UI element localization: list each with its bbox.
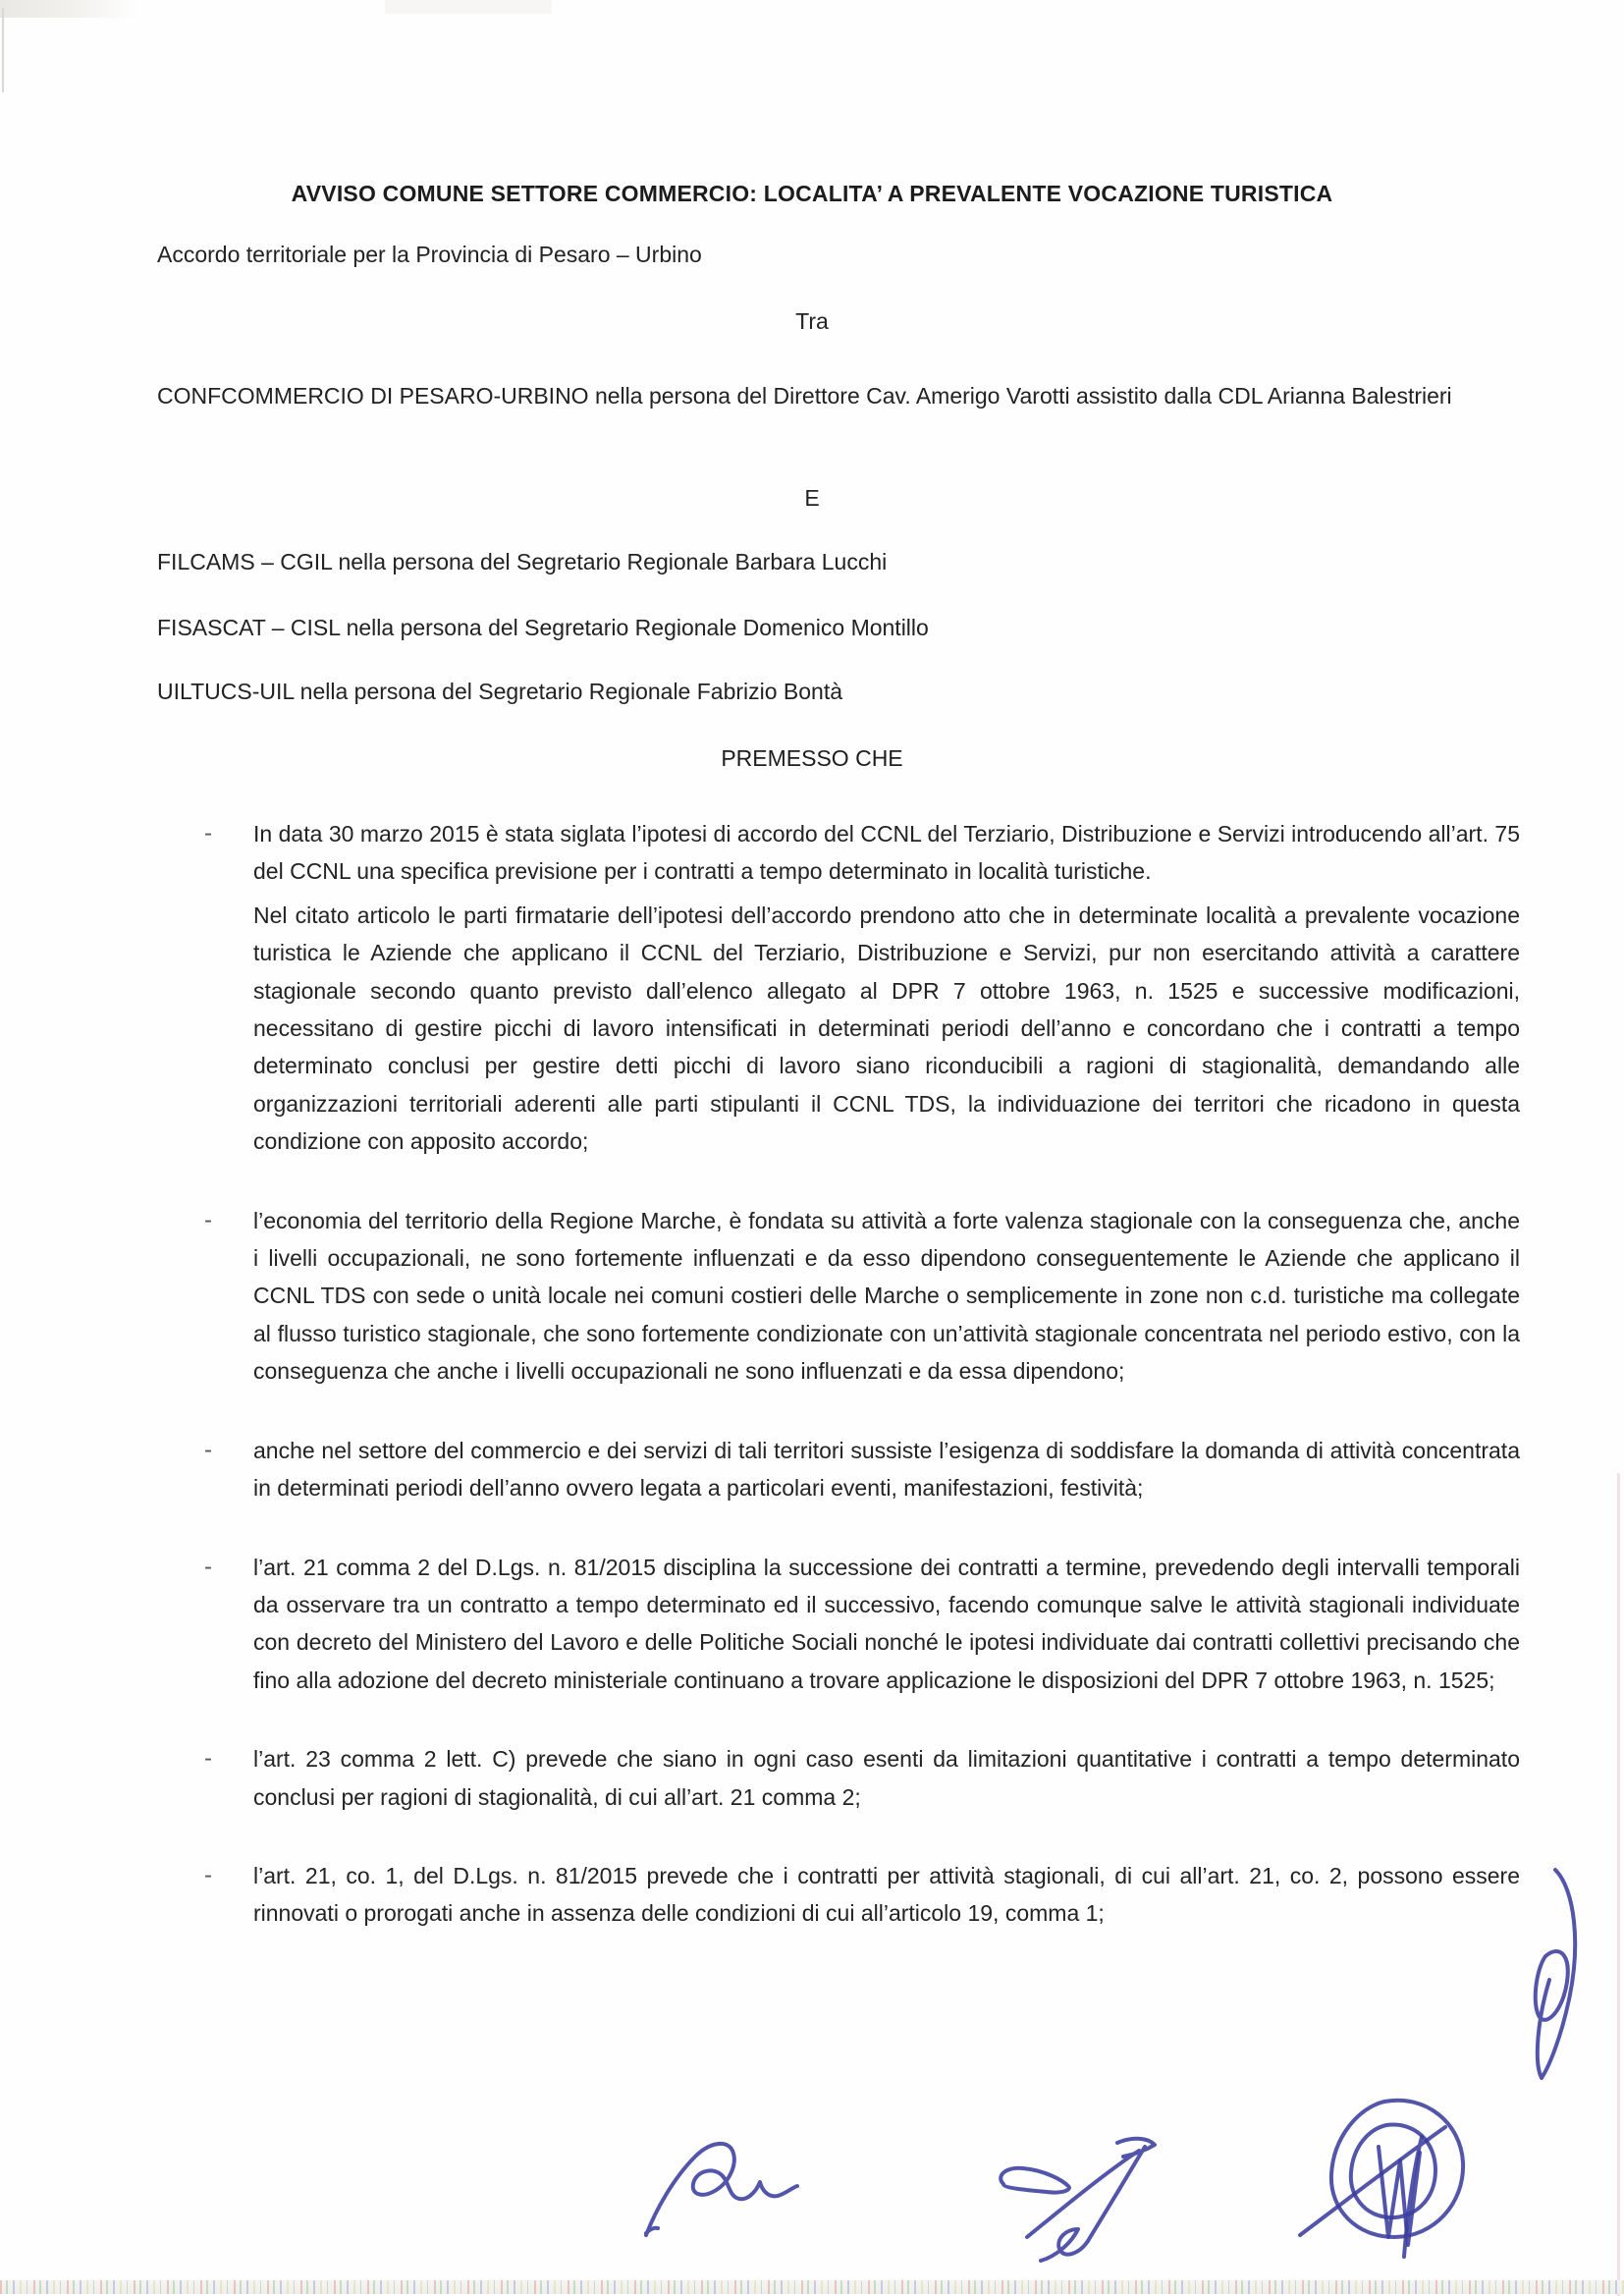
premise-item [204, 815, 1520, 1161]
premise-text [253, 1549, 1520, 1700]
separator-tra: Tra [795, 308, 829, 334]
bullet-dash-marker: - [204, 1861, 212, 1888]
premise-paragraph: anche nel settore del commercio e dei servizi di tali territori sussiste l’esigenza di soddisfare la domanda di attività concentrata in determinati periodi dell’anno ovvero legata a particolari eventi, manifestazioni, festività; [253, 1437, 1520, 1502]
premise-paragraph: In data 30 marzo 2015 è stata siglata l’ipotesi di accordo del CCNL del Terziario, Distribuzione e Servizi introducendo all’art. 75 del CCNL una specifica previsione per i contratti a tempo determinato in località turistiche. [253, 821, 1520, 885]
document-title: AVVISO COMUNE SETTORE COMMERCIO: LOCALITA’ A PREVALENTE VOCAZIONE TURISTICA [291, 181, 1333, 206]
premise-item [204, 1202, 1520, 1391]
bullet-dash-marker: - [204, 820, 212, 847]
agreement-subtitle: Accordo territoriale per la Provincia di Pesaro – Urbino [157, 242, 702, 267]
premise-list [204, 815, 1520, 1974]
bullet-dash-marker: - [204, 1206, 212, 1233]
scan-artifact-top-smudge [385, 0, 552, 14]
bullet-dash-marker: - [204, 1553, 212, 1580]
pen-mark-right-edge [1510, 1862, 1591, 2096]
premise-paragraph: l’economia del territorio della Regione Marche, è fondata su attività a forte valenza stagionale con la conseguenza che, anche i livelli occupazionali, ne sono fortemente influenzati e da esso dipendono conseguentemente le Aziende che applicano il CCNL TDS con sede o unità locale nei comuni costieri delle Marche o semplicemente in zone non c.d. turistiche ma collegate al flusso turistico stagionale, che sono fortemente condizionate con un’attività stagionale concentrata nel periodo estivo, con la conseguenza che anche i livelli occupazionali ne sono influenzati e da essa dipendono; [253, 1207, 1520, 1385]
signature-filcams-cgil [990, 2121, 1181, 2269]
premise-text [253, 1202, 1520, 1391]
scan-artifact-left-edge-line [2, 8, 4, 92]
premise-text [253, 815, 1520, 1161]
premise-item [204, 1432, 1520, 1507]
scan-artifact-right-edge-line [1617, 1473, 1620, 2296]
bullet-dash-marker: - [204, 1436, 212, 1463]
premise-text [253, 1432, 1520, 1507]
party-fisascat-cisl: FISASCAT – CISL nella persona del Segretario Regionale Domenico Montillo [157, 615, 929, 640]
party-filcams-cgil: FILCAMS – CGIL nella persona del Segretario Regionale Barbara Lucchi [157, 549, 888, 574]
bullet-dash-marker: - [204, 1745, 212, 1773]
premise-item [204, 1857, 1520, 1933]
premise-paragraph: l’art. 23 comma 2 lett. C) prevede che siano in ogni caso esenti da limitazioni quantitative i contratti a tempo determinato conclusi per ragioni di stagionalità, di cui all’art. 21 comma 2; [253, 1746, 1520, 1810]
premise-item [204, 1549, 1520, 1700]
premise-text [253, 1740, 1520, 1816]
scan-artifact-top-left-smudge [0, 0, 137, 18]
premise-paragraph: l’art. 21, co. 1, del D.Lgs. n. 81/2015 prevede che i contratti per attività stagionali, di cui all’art. 21, co. 2, possono essere rinnovati o prorogati anche in assenza delle condizioni di cui all’articolo 19, comma 1; [253, 1862, 1520, 1927]
separator-e: E [804, 485, 820, 511]
premise-paragraph: l’art. 21 comma 2 del D.Lgs. n. 81/2015 disciplina la successione dei contratti a termine, prevedendo degli intervalli temporali da osservare tra un contratto a tempo determinato ed il successivo, facendo comunque salve le attività stagionali individuate con decreto del Ministero del Lavoro e delle Politiche Sociali nonché le ipotesi individuate dai contratti collettivi precisando che fino alla adozione del decreto ministeriale continuano a trovare applicazione le disposizioni del DPR 7 ottobre 1963, n. 1525; [253, 1554, 1520, 1693]
party-uiltucs-uil: UILTUCS-UIL nella persona del Segretario Regionale Fabrizio Bontà [157, 679, 843, 704]
premise-paragraph: Nel citato articolo le parti firmatarie dell’ipotesi dell’accordo prendono atto che in determinate località a prevalente vocazione turistica le Aziende che applicano il CCNL del Terziario, Distribuzione e Servizi, pur non esercitando attività a carattere stagionale secondo quanto previsto dall’elenco allegato al DPR 7 ottobre 1963, n. 1525 e successive modificazioni, necessitano di gestire picchi di lavoro intensificati in determinati periodi dell’anno e concordano che i contratti a tempo determinato conclusi per gestire detti picchi di lavoro siano riconducibili a ragioni di stagionalità, demandando alle organizzazioni territoriali aderenti alle parti stipulanti il CCNL TDS, la individuazione dei territori che ricadono in questa condizione con apposito accordo; [253, 902, 1520, 1155]
premise-text [253, 1857, 1520, 1933]
party-confcommercio: CONFCOMMERCIO DI PESARO-URBINO nella persona del Direttore Cav. Amerigo Varotti assistito dalla CDL Arianna Balestrieri [157, 383, 1452, 409]
premesso-che-heading: PREMESSO CHE [721, 745, 903, 771]
signature-confcommercio [626, 2123, 813, 2249]
scan-artifact-bottom-noise-strip [0, 2280, 1624, 2294]
signature-uiltucs-uil [1288, 2090, 1475, 2271]
premise-item [204, 1740, 1520, 1816]
